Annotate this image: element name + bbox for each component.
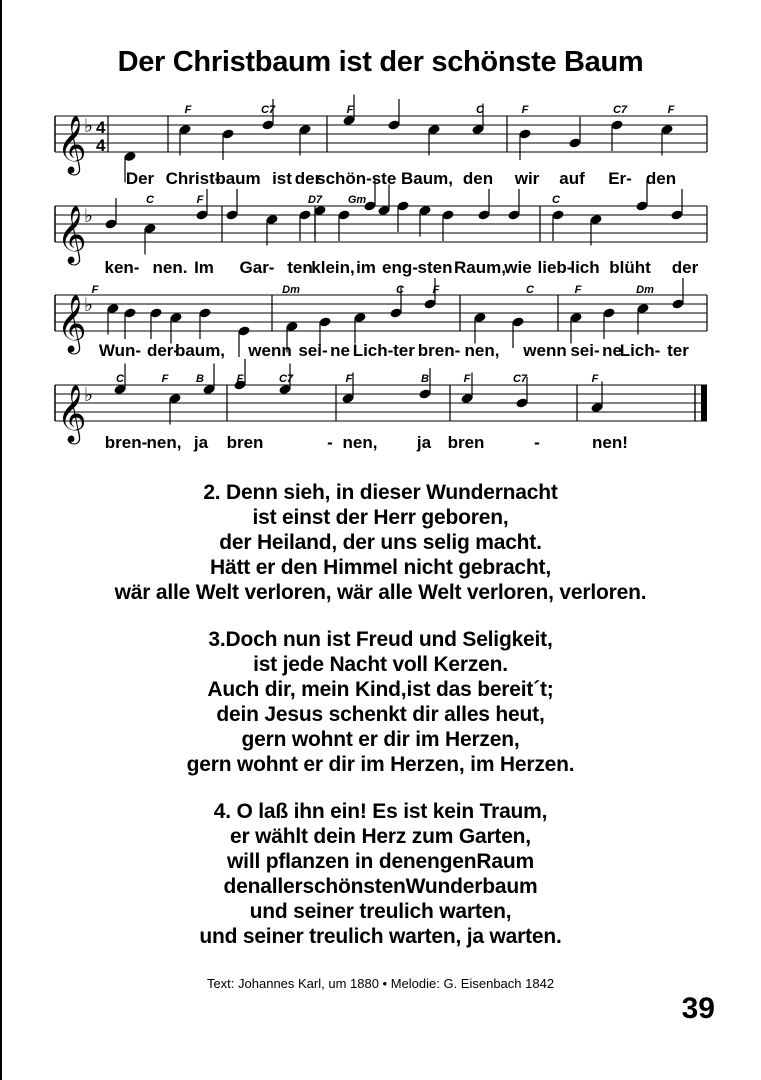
lyric-syllable: den <box>645 169 677 188</box>
lyric-syllable: der <box>294 169 322 188</box>
lyric-syllable: wir <box>514 169 540 188</box>
chord-symbol: C <box>526 284 534 296</box>
chord-symbol: F <box>574 284 582 296</box>
chord-symbol: B <box>196 373 204 385</box>
lyric-syllable: eng- <box>382 258 418 277</box>
verse-line: gern wohnt er dir im Herzen, <box>241 728 520 751</box>
lyric-syllable: Lich- <box>619 341 661 360</box>
chord-symbol: C7 <box>278 373 294 385</box>
lyric-syllable: auf <box>559 169 585 188</box>
chord-symbol: F <box>463 373 471 385</box>
lyric-syllable: blüht <box>609 258 651 277</box>
lyric-syllable: wie <box>504 258 532 277</box>
lyric-syllable: Im <box>194 258 214 277</box>
chord-symbol: F <box>667 104 675 116</box>
lyric-syllable: wenn <box>523 341 567 360</box>
verse-line: der Heiland, der uns selig macht. <box>219 531 542 554</box>
verse-line: dein Jesus schenkt dir alles heut, <box>216 703 545 726</box>
verse-line: Hätt er den Himmel nicht gebracht, <box>210 556 551 579</box>
lyric-syllable: nen. <box>152 258 188 277</box>
lyric-syllable: Gar- <box>239 258 275 277</box>
treble-clef-icon: 𝄞 <box>57 206 87 262</box>
lyric-syllable: der- <box>146 341 180 360</box>
time-signature-top: 4 <box>96 118 106 137</box>
credit-line: Text: Johannes Karl, um 1880 • Melodie: G. Eisenbach 1842 <box>206 976 555 991</box>
lyric-syllable: nen, <box>342 433 378 452</box>
lyric-syllable: baum, <box>174 341 226 360</box>
chord-symbol: B <box>421 373 429 385</box>
lyric-syllable: der <box>671 258 699 277</box>
chord-symbol: F <box>196 194 204 206</box>
chord-symbol: C7 <box>260 104 276 116</box>
chord-symbol: F <box>591 373 599 385</box>
treble-clef-icon: 𝄞 <box>57 385 87 441</box>
lyric-syllable: ken- <box>104 258 140 277</box>
chord-symbol: C <box>552 194 560 206</box>
chord-symbol: Gm <box>347 194 367 206</box>
final-bar-thick <box>701 385 707 421</box>
lyric-syllable: baum <box>215 169 261 188</box>
flat-sign-icon: ♭ <box>84 385 93 406</box>
lyric-syllable: bren <box>447 433 485 452</box>
lyric-syllable: ist <box>272 169 292 188</box>
lyric-syllable: nen, <box>146 433 182 452</box>
chord-symbol: F <box>346 104 354 116</box>
lyric-syllable: sei- <box>298 341 328 360</box>
chord-symbol: C <box>476 104 484 116</box>
verse-line: ist einst der Herr geboren, <box>252 506 509 529</box>
lyric-syllable: Er- <box>608 169 632 188</box>
lyric-syllable: nen! <box>592 433 628 452</box>
lyric-syllable: Baum, <box>401 169 453 188</box>
treble-clef-icon: 𝄞 <box>57 116 87 172</box>
chord-symbol: Dm <box>636 284 654 296</box>
chord-symbol: D7 <box>307 194 323 206</box>
lyric-syllable: ter <box>393 341 415 360</box>
chord-symbol: C <box>396 284 404 296</box>
verse-line: gern wohnt er dir im Herzen, im Herzen. <box>186 753 575 776</box>
lyric-syllable: Lich- <box>352 341 394 360</box>
verse-line: er wählt dein Herz zum Garten, <box>230 825 531 848</box>
verse-line: und seiner treulich warten, ja warten. <box>199 925 562 948</box>
flat-sign-icon: ♭ <box>84 206 93 227</box>
verse-line: ist jede Nacht voll Kerzen. <box>253 653 508 676</box>
lyric-syllable: nen, <box>464 341 500 360</box>
lyric-syllable: lich <box>570 258 600 277</box>
verse-line: wär alle Welt verloren, wär alle Welt verloren, verloren. <box>114 581 647 604</box>
chord-symbol: C7 <box>612 104 628 116</box>
music-score <box>0 0 761 470</box>
chord-symbol: C <box>116 373 124 385</box>
lyric-syllable: bren <box>226 433 264 452</box>
verse-line: Auch dir, mein Kind,ist das bereit´t; <box>207 678 554 701</box>
lyric-syllable: ja <box>416 433 432 452</box>
flat-sign-icon: ♭ <box>84 295 93 316</box>
lyric-syllable: im <box>356 258 376 277</box>
chord-symbol: F <box>521 104 529 116</box>
lyric-syllable: den <box>462 169 494 188</box>
lyric-syllable: ne <box>330 341 350 360</box>
lyric-syllable: - <box>534 433 540 452</box>
verse-line: will pflanzen in denengenRaum <box>227 850 534 873</box>
lyric-syllable: ja <box>193 433 209 452</box>
lyric-syllable: Der <box>125 169 155 188</box>
lyric-syllable: ten <box>287 258 313 277</box>
lyric-syllable: sten <box>417 258 453 277</box>
verse-line: denallerschönstenWunderbaum <box>223 875 538 898</box>
lyric-syllable: ne <box>602 341 622 360</box>
lyric-syllable: ter <box>667 341 689 360</box>
chord-symbol: C <box>146 194 154 206</box>
chord-symbol: F <box>432 284 440 296</box>
lyric-syllable: schön- <box>316 169 372 188</box>
chord-symbol: C7 <box>512 373 528 385</box>
verse-line: 4. O laß ihn ein! Es ist kein Traum, <box>213 800 548 823</box>
time-signature-bottom: 4 <box>96 136 106 155</box>
lyric-syllable: ste <box>371 169 397 188</box>
lyric-syllable: bren- <box>417 341 461 360</box>
verse-2 <box>0 480 761 605</box>
lyric-syllable: klein, <box>311 258 355 277</box>
verses-block <box>0 480 761 971</box>
lyric-syllable: bren- <box>104 433 148 452</box>
chord-symbol: F <box>91 284 99 296</box>
song-title: Der Christbaum ist der schönste Baum <box>117 46 644 78</box>
chord-symbol: F <box>184 104 192 116</box>
chord-symbol: Dm <box>282 284 300 296</box>
flat-sign-icon: ♭ <box>84 116 93 137</box>
verse-4 <box>0 799 761 949</box>
verse-3 <box>0 627 761 777</box>
page-number: 39 <box>681 992 715 1025</box>
chord-symbol: F <box>236 373 244 385</box>
verse-line: 2. Denn sieh, in dieser Wundernacht <box>203 481 558 504</box>
lyric-syllable: Christ- <box>165 169 221 188</box>
lyric-syllable: lieb- <box>537 258 573 277</box>
lyric-syllable: - <box>327 433 333 452</box>
chord-symbol: F <box>345 373 353 385</box>
lyric-syllable: sei- <box>570 341 600 360</box>
treble-clef-icon: 𝄞 <box>57 295 87 351</box>
verse-line: und seiner treulich warten, <box>249 900 512 923</box>
lyric-syllable: wenn <box>248 341 292 360</box>
lyric-syllable: Raum, <box>454 258 506 277</box>
lyric-syllable: Wun- <box>98 341 142 360</box>
chord-symbol: F <box>161 373 169 385</box>
verse-line: 3.Doch nun ist Freud und Seligkeit, <box>208 628 553 651</box>
